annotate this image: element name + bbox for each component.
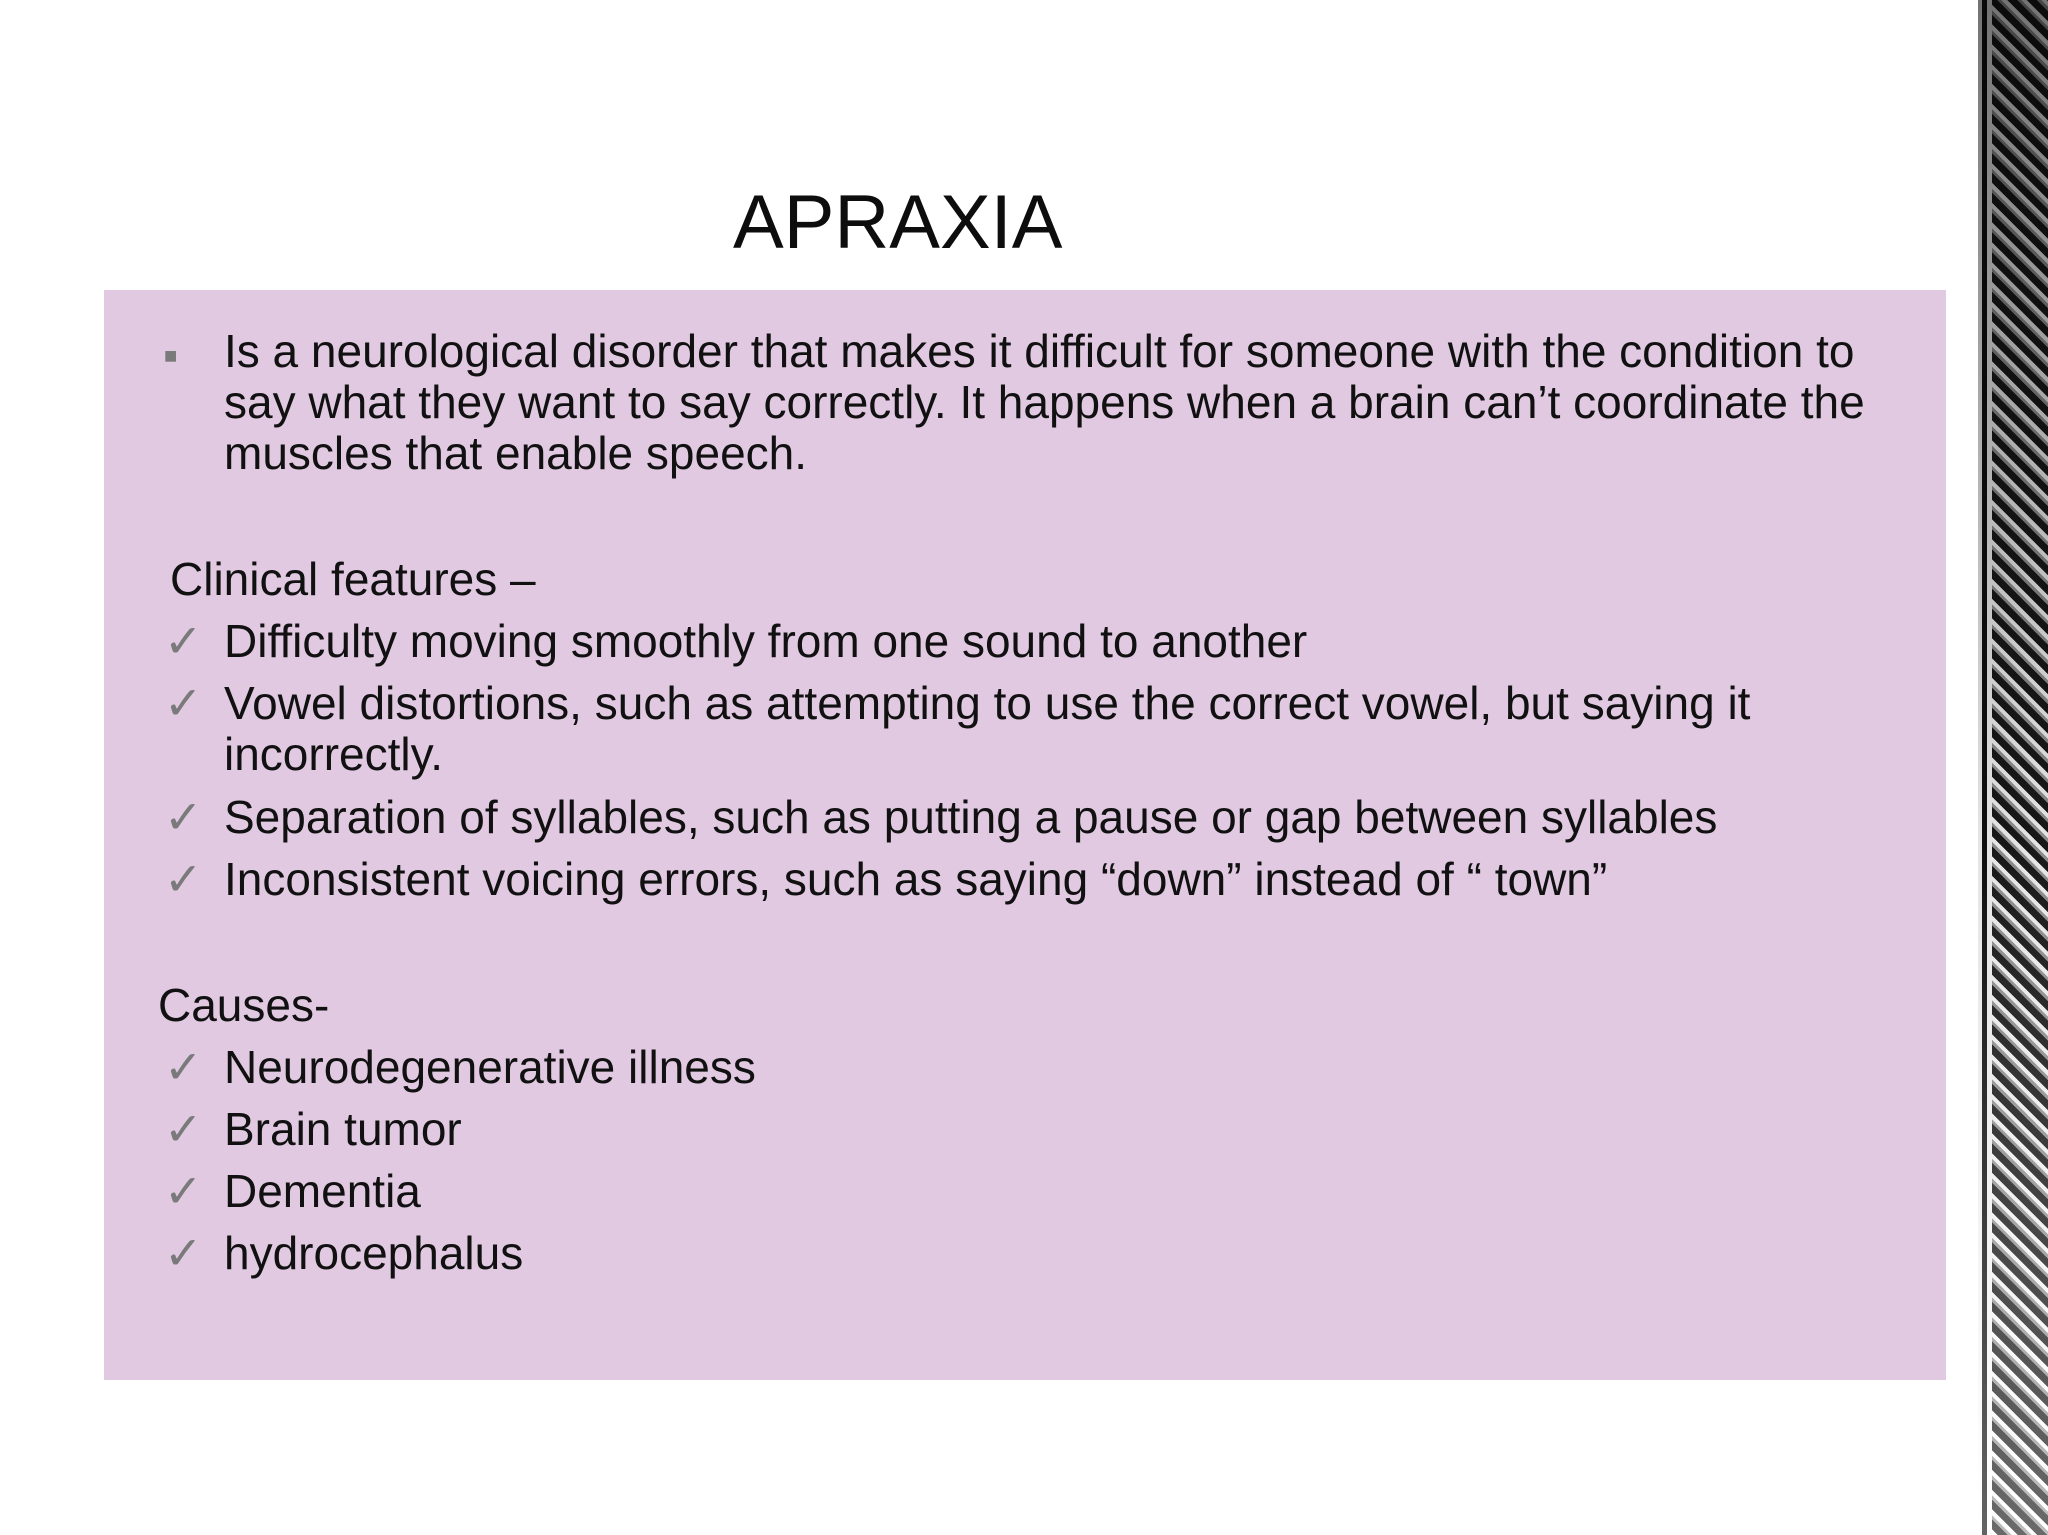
list-item-text: Separation of syllables, such as putting a pause or gap between syllables (224, 791, 1718, 843)
content-box (104, 290, 1946, 1380)
list-item-text: Difficulty moving smoothly from one sound to another (224, 615, 1308, 667)
check-icon: ✓ (164, 791, 203, 843)
list-item-text: hydrocephalus (224, 1227, 524, 1279)
clinical-features-heading: Clinical features – (170, 553, 536, 605)
intro-text: Is a neurological disorder that makes it difficult for someone with the condition to say what they want to say correctly. It happens when a brain can’t coordinate the muscles that enable speech. (224, 325, 1865, 479)
check-icon: ✓ (164, 615, 203, 667)
list-item-text: Vowel distortions, such as attempting to use the correct vowel, but saying it incorrectly. (224, 677, 1751, 780)
list-item (164, 1166, 1916, 1217)
list-item (164, 1042, 1916, 1093)
check-icon: ✓ (164, 1103, 203, 1155)
list-item (164, 616, 1916, 667)
intro-paragraph (164, 326, 1916, 479)
list-item-text: Dementia (224, 1165, 421, 1217)
square-bullet-icon: ■ (164, 343, 178, 368)
check-icon: ✓ (164, 677, 203, 729)
list-item-text: Neurodegenerative illness (224, 1041, 756, 1093)
check-icon: ✓ (164, 1227, 203, 1279)
list-item (164, 1104, 1916, 1155)
list-item-text: Brain tumor (224, 1103, 462, 1155)
list-item-text: Inconsistent voicing errors, such as saying “down” instead of “ town” (224, 853, 1608, 905)
decorative-edge-pattern (1978, 0, 2048, 1535)
slide-title: APRAXIA (733, 180, 1063, 265)
list-item (164, 792, 1916, 843)
list-item (164, 1228, 1916, 1279)
check-icon: ✓ (164, 1041, 203, 1093)
causes-heading: Causes- (158, 979, 330, 1031)
list-item (164, 854, 1916, 905)
check-icon: ✓ (164, 853, 203, 905)
list-item (164, 678, 1916, 780)
check-icon: ✓ (164, 1165, 203, 1217)
